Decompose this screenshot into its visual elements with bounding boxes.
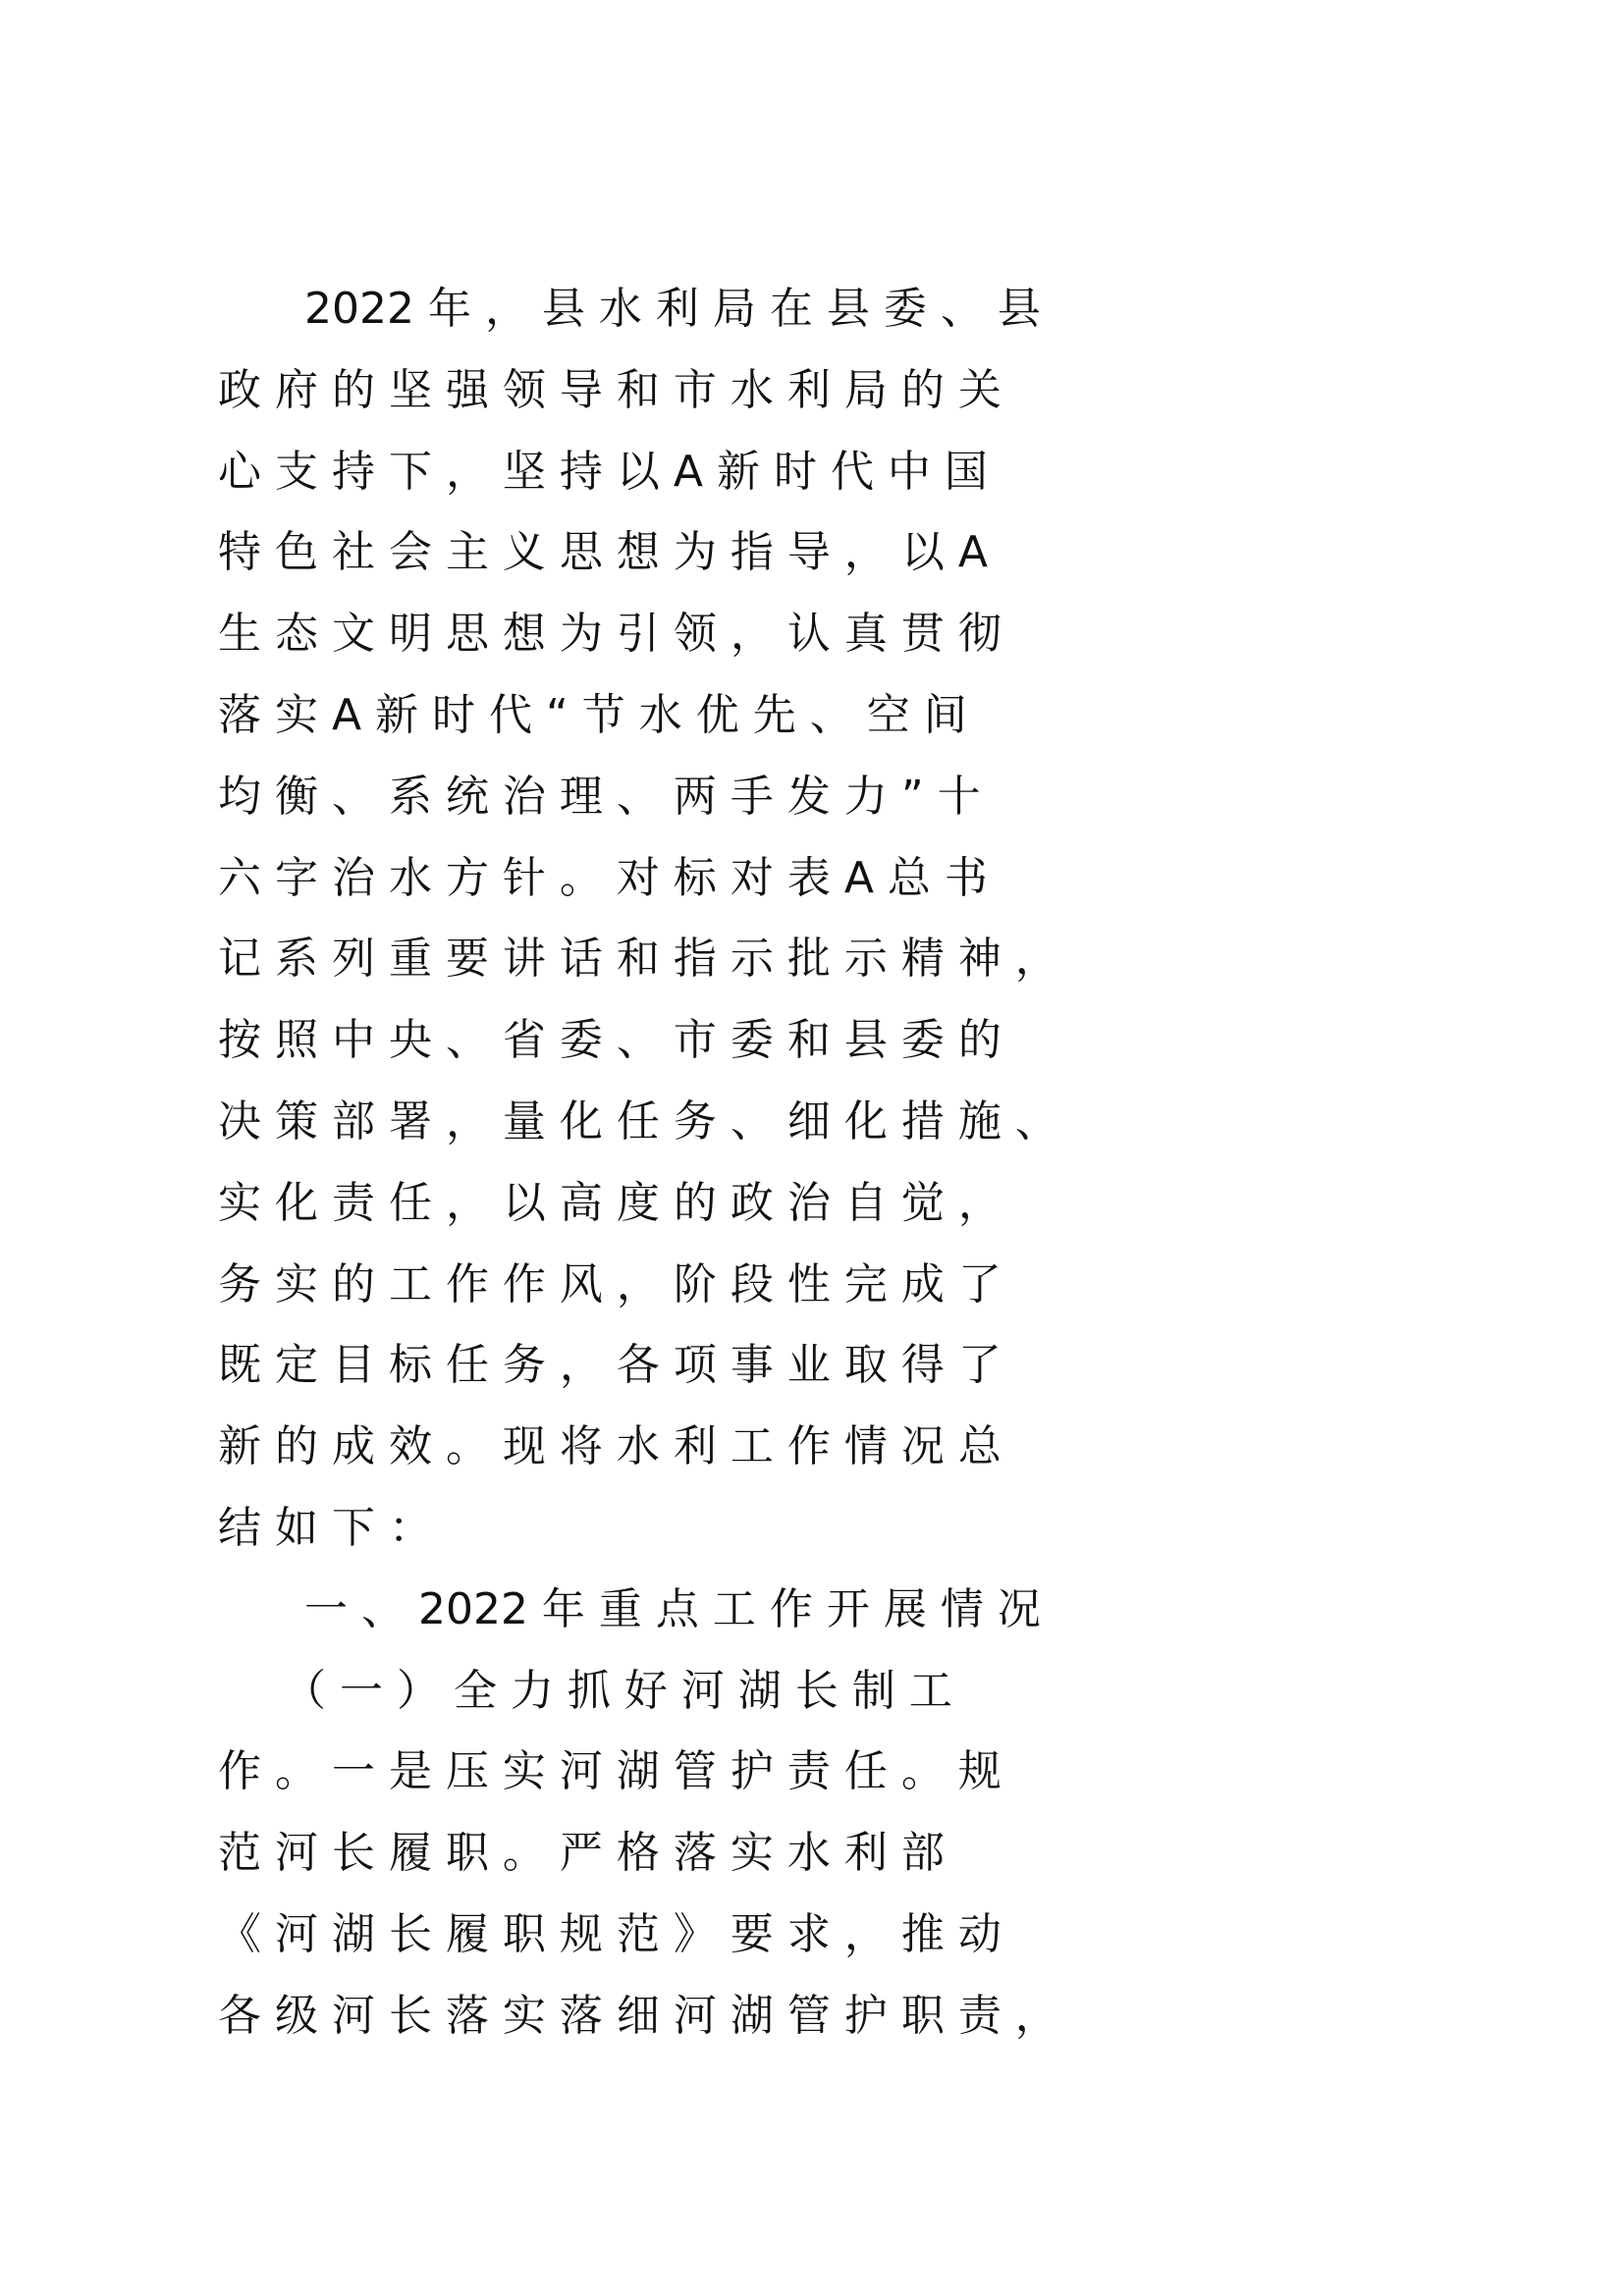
text-line: 各 级 河 长 落 实 落 细 河 湖 管 护 职 责 ， (218, 1990, 1058, 2041)
text-line: 均 衡 、 系 统 治 理 、 两 手 发 力 ” 十 (218, 771, 981, 822)
text-line: 政 府 的 坚 强 领 导 和 市 水 利 局 的 关 (218, 364, 1001, 415)
text-line: 六 字 治 水 方 针 。 对 标 对 表 A 总 书 (218, 852, 988, 903)
section-heading: 一 、 2022 年 重 点 工 作 开 展 情 况 (218, 1583, 1041, 1634)
text-line: 新 的 成 效 。 现 将 水 利 工 作 情 况 总 (218, 1421, 1001, 1472)
text-line: 生 态 文 明 思 想 为 引 领 ， 认 真 贯 彻 (218, 609, 1001, 660)
text-line: 务 实 的 工 作 作 风 ， 阶 段 性 完 成 了 (218, 1258, 1001, 1309)
text-line: 作 。 一 是 压 实 河 湖 管 护 责 任 。 规 (218, 1746, 1001, 1797)
document-body (218, 277, 1455, 2065)
text-line: 既 定 目 标 任 务 ， 各 项 事 业 取 得 了 (218, 1340, 1001, 1391)
text-line: 范 河 长 履 职 。 严 格 落 实 水 利 部 (218, 1828, 945, 1879)
text-line: 特 色 社 会 主 义 思 想 为 指 导 ， 以 A (218, 527, 988, 578)
text-line: 记 系 列 重 要 讲 话 和 指 示 批 示 精 神 ， (218, 934, 1058, 985)
subsection-heading: （ 一 ） 全 力 抓 好 河 湖 长 制 工 (218, 1665, 952, 1716)
text-line: 实 化 责 任 ， 以 高 度 的 政 治 自 觉 ， (218, 1177, 1001, 1228)
text-line: 2022 年 ， 县 水 利 局 在 县 委 、 县 (218, 284, 1041, 334)
text-line: 按 照 中 央 、 省 委 、 市 委 和 县 委 的 (218, 1015, 1001, 1066)
text-line: 决 策 部 署 ， 量 化 任 务 、 细 化 措 施 、 (218, 1095, 1058, 1147)
text-line: 落 实 A 新 时 代 “ 节 水 优 先 、 空 间 (218, 689, 967, 740)
text-line: 心 支 持 下 ， 坚 持 以 A 新 时 代 中 国 (218, 446, 988, 497)
text-line: 结 如 下 ： (218, 1502, 432, 1553)
text-line: 《 河 湖 长 履 职 规 范 》 要 求 ， 推 动 (218, 1908, 1001, 1959)
